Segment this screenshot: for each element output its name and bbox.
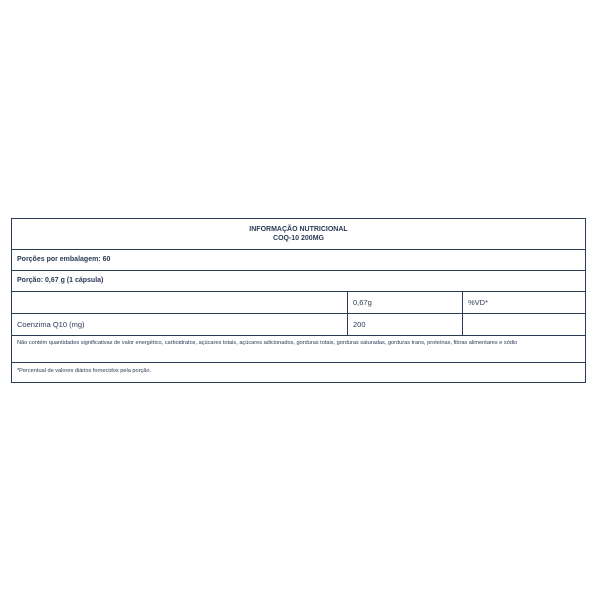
insignificant-amounts-note: Não contém quantidades significativas de valor energético, carboidratos, açúcares totais, açúcares adicionados, gorduras totais, gorduras saturadas, gorduras trans, proteínas, fibras alimentares e sódio xyxy=(12,336,585,363)
product-name: COQ-10 200MG xyxy=(273,235,324,242)
table-row xyxy=(12,314,585,336)
servings-per-package: Porções por embalagem: 60 xyxy=(12,250,585,271)
nutrient-name-cell: Coenzima Q10 (mg) xyxy=(12,314,348,335)
nutrient-amount-cell: 200 xyxy=(348,314,463,335)
nutrition-title: INFORMAÇÃO NUTRICIONAL xyxy=(249,226,348,233)
nutrition-facts-panel xyxy=(11,218,586,383)
header-dv-cell: %VD* xyxy=(468,298,489,307)
daily-value-footnote: *Percentual de valores diários fornecidos pela porção. xyxy=(17,368,152,374)
nutrition-title-block xyxy=(12,219,585,250)
serving-size: Porção: 0,67 g (1 cápsula) xyxy=(12,271,585,292)
nutrient-table-header xyxy=(12,292,585,314)
nutrient-dv-cell xyxy=(463,314,585,335)
header-nutrient-cell xyxy=(12,292,348,313)
header-amount-cell: 0,67g xyxy=(348,292,463,313)
